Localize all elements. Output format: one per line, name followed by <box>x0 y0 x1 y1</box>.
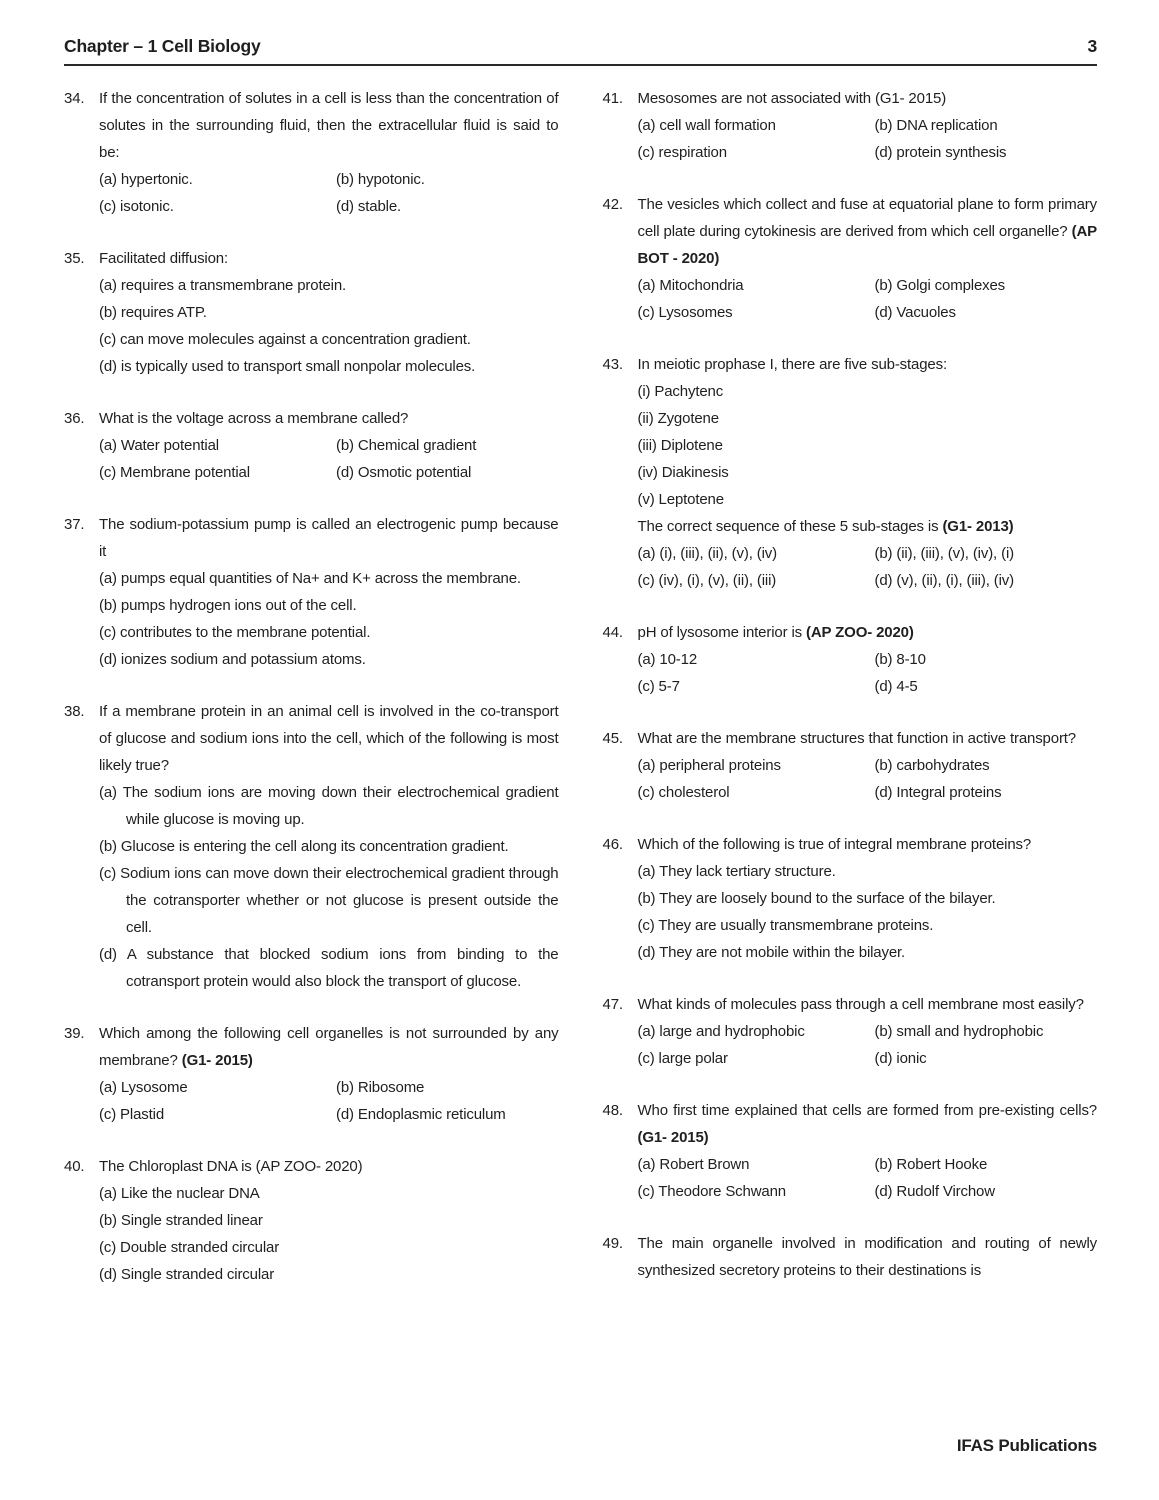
option: (c) Theodore Schwann <box>637 1183 786 1200</box>
publisher-name: IFAS Publications <box>956 1436 1097 1455</box>
question-columns <box>64 85 1097 1428</box>
question-text-main: If a membrane protein in an animal cell is involved in the co-transport of glucose and sodium ions into the cell, which of the following is most likely true? <box>99 703 559 774</box>
question-number: 40. <box>64 1158 85 1175</box>
options-list <box>638 272 1098 326</box>
sub-stage-item: (iii) Diplotene <box>637 437 723 454</box>
question-number: 48. <box>602 1102 623 1119</box>
question-44 <box>603 619 1098 700</box>
option: (c) contributes to the membrane potential. <box>99 624 371 641</box>
question-45 <box>603 725 1098 806</box>
question-number: 35. <box>64 250 85 267</box>
question-body <box>638 85 1098 166</box>
option: (d) ionizes sodium and potassium atoms. <box>99 651 366 668</box>
question-text <box>99 1153 559 1180</box>
question-number: 36. <box>64 410 85 427</box>
option: (c) Sodium ions can move down their electrochemical gradient through the cotransporter whether or not glucose is present outside the cell. <box>99 865 559 936</box>
sub-stage-item: (iv) Diakinesis <box>637 464 729 481</box>
options-list <box>638 1151 1098 1205</box>
option: (b) Golgi complexes <box>874 277 1006 294</box>
question-35 <box>64 245 559 380</box>
question-text <box>99 1020 559 1074</box>
options-list <box>99 272 559 380</box>
question-42 <box>603 191 1098 326</box>
question-text <box>638 1097 1098 1151</box>
chapter-title: Chapter – 1 Cell Biology <box>64 36 261 56</box>
option: (d) Single stranded circular <box>99 1266 275 1283</box>
question-39 <box>64 1020 559 1128</box>
option: (c) 5-7 <box>637 678 680 695</box>
question-number: 47. <box>602 996 623 1013</box>
option: (d) is typically used to transport small nonpolar molecules. <box>99 358 476 375</box>
options-list <box>638 646 1098 700</box>
option: (c) respiration <box>637 144 727 161</box>
question-text-main: In meiotic prophase I, there are five sub-stages: <box>637 356 947 373</box>
question-text <box>638 351 1098 378</box>
question-text <box>99 405 559 432</box>
question-text <box>99 698 559 779</box>
option: (b) carbohydrates <box>874 757 990 774</box>
sub-stage-item: (v) Leptotene <box>637 491 724 508</box>
option: (a) Lysosome <box>99 1079 188 1096</box>
exam-tag: (AP ZOO- 2020) <box>806 624 914 641</box>
option: (b) Chemical gradient <box>336 437 477 454</box>
question-text <box>638 619 1098 646</box>
question-body <box>638 619 1098 700</box>
option: (a) peripheral proteins <box>637 757 781 774</box>
options-list <box>638 112 1098 166</box>
question-text-main: What kinds of molecules pass through a cell membrane most easily? <box>637 996 1084 1013</box>
options-list <box>99 1074 559 1128</box>
option: (c) Lysosomes <box>637 304 733 321</box>
options-list <box>99 779 559 995</box>
option: (d) Endoplasmic reticulum <box>336 1106 506 1123</box>
question-number: 41. <box>602 90 623 107</box>
options-list <box>99 1180 559 1288</box>
question-34 <box>64 85 559 220</box>
question-text-main: If the concentration of solutes in a cell is less than the concentration of solutes in the surrounding fluid, then the extracellular fluid is said to be: <box>99 90 559 161</box>
option: (a) (i), (iii), (ii), (v), (iv) <box>637 545 777 562</box>
option: (c) Membrane potential <box>99 464 250 481</box>
option: (d) They are not mobile within the bilayer. <box>637 944 906 961</box>
question-text <box>638 85 1098 112</box>
question-body <box>638 991 1098 1072</box>
question-36 <box>64 405 559 486</box>
question-body <box>99 1020 559 1128</box>
option: (c) Plastid <box>99 1106 165 1123</box>
question-49 <box>603 1230 1098 1284</box>
option: (c) isotonic. <box>99 198 174 215</box>
options-list <box>638 752 1098 806</box>
option: (d) Rudolf Virchow <box>874 1183 995 1200</box>
question-48 <box>603 1097 1098 1205</box>
option: (d) Osmotic potential <box>336 464 472 481</box>
question-number: 49. <box>602 1235 623 1252</box>
question-body <box>638 191 1098 326</box>
question-number: 44. <box>602 624 623 641</box>
question-text-main: The vesicles which collect and fuse at equatorial plane to form primary cell plate during cytokinesis are derived from which cell organelle? <box>637 196 1097 240</box>
options-list <box>638 540 1098 594</box>
column-right <box>603 85 1098 1309</box>
exam-tag: (G1- 2013) <box>942 518 1014 535</box>
exam-tag: (G1- 2015) <box>637 1129 709 1146</box>
options-list <box>638 858 1098 966</box>
question-text-main: Mesosomes are not associated with (G1- 2015) <box>637 90 947 107</box>
option: (d) ionic <box>874 1050 927 1067</box>
option: (a) large and hydrophobic <box>637 1023 805 1040</box>
question-body <box>99 405 559 486</box>
option: (b) pumps hydrogen ions out of the cell. <box>99 597 357 614</box>
sub-stage-item: (i) Pachytenc <box>637 383 724 400</box>
page-number: 3 <box>1087 36 1097 56</box>
question-text <box>638 191 1098 272</box>
question-body <box>99 1153 559 1288</box>
option: (a) Water potential <box>99 437 219 454</box>
option: (b) DNA replication <box>874 117 998 134</box>
question-text-main: What is the voltage across a membrane called? <box>99 410 409 427</box>
option: (b) small and hydrophobic <box>874 1023 1044 1040</box>
option: (a) They lack tertiary structure. <box>637 863 836 880</box>
options-list <box>99 166 559 220</box>
question-body <box>638 1097 1098 1205</box>
question-text-main: Which of the following is true of integral membrane proteins? <box>637 836 1032 853</box>
question-43 <box>603 351 1098 594</box>
question-text <box>638 725 1098 752</box>
question-text-main: Who first time explained that cells are formed from pre-existing cells? <box>637 1102 1097 1119</box>
question-text <box>99 511 559 565</box>
option: (d) Integral proteins <box>874 784 1002 801</box>
question-body <box>638 725 1098 806</box>
question-46 <box>603 831 1098 966</box>
question-body <box>638 351 1098 594</box>
option: (c) cholesterol <box>637 784 730 801</box>
question-47 <box>603 991 1098 1072</box>
question-number: 34. <box>64 90 85 107</box>
option: (b) Glucose is entering the cell along its concentration gradient. <box>99 838 509 855</box>
question-body <box>638 1230 1098 1284</box>
option: (a) cell wall formation <box>637 117 776 134</box>
question-text <box>638 831 1098 858</box>
question-post-text-main: The correct sequence of these 5 sub-stages is <box>637 518 939 535</box>
option: (b) Ribosome <box>336 1079 425 1096</box>
option: (b) (ii), (iii), (v), (iv), (i) <box>874 545 1014 562</box>
page-footer <box>64 1428 1097 1456</box>
question-text-main: What are the membrane structures that function in active transport? <box>637 730 1077 747</box>
option: (a) hypertonic. <box>99 171 193 188</box>
question-text <box>638 1230 1098 1284</box>
option: (b) Single stranded linear <box>99 1212 263 1229</box>
question-text-main: Which among the following cell organelles is not surrounded by any membrane? <box>99 1025 559 1069</box>
question-number: 39. <box>64 1025 85 1042</box>
option: (c) large polar <box>637 1050 728 1067</box>
question-40 <box>64 1153 559 1288</box>
option: (c) can move molecules against a concentration gradient. <box>99 331 471 348</box>
sub-stage-item: (ii) Zygotene <box>637 410 719 427</box>
question-text-main: The main organelle involved in modification and routing of newly synthesized secretory proteins to their destinations is <box>637 1235 1097 1279</box>
option: (b) Robert Hooke <box>874 1156 988 1173</box>
option: (a) Robert Brown <box>637 1156 750 1173</box>
option: (d) (v), (ii), (i), (iii), (iv) <box>874 572 1014 589</box>
question-text <box>638 991 1098 1018</box>
options-list <box>99 432 559 486</box>
question-number: 42. <box>602 196 623 213</box>
question-body <box>638 831 1098 966</box>
option: (d) stable. <box>336 198 402 215</box>
option: (b) hypotonic. <box>336 171 425 188</box>
exam-tag: (G1- 2015) <box>181 1052 253 1069</box>
option: (a) The sodium ions are moving down their electrochemical gradient while glucose is moving up. <box>99 784 559 828</box>
question-38 <box>64 698 559 995</box>
option: (a) requires a transmembrane protein. <box>99 277 347 294</box>
question-number: 43. <box>602 356 623 373</box>
question-text-main: The sodium-potassium pump is called an electrogenic pump because it <box>99 516 559 560</box>
option: (b) requires ATP. <box>99 304 207 321</box>
exam-tag: (AP BOT - 2020) <box>637 223 1097 267</box>
page-header <box>64 36 1097 66</box>
question-number: 45. <box>602 730 623 747</box>
question-37 <box>64 511 559 673</box>
question-body <box>99 85 559 220</box>
option: (a) pumps equal quantities of Na+ and K+ across the membrane. <box>99 570 521 587</box>
option: (d) protein synthesis <box>874 144 1007 161</box>
question-body <box>99 245 559 380</box>
option: (b) They are loosely bound to the surface of the bilayer. <box>637 890 996 907</box>
option: (d) 4-5 <box>874 678 918 695</box>
option: (c) (iv), (i), (v), (ii), (iii) <box>637 572 777 589</box>
question-text <box>99 85 559 166</box>
question-text-main: Facilitated diffusion: <box>99 250 228 267</box>
options-list <box>638 1018 1098 1072</box>
question-body <box>99 511 559 673</box>
column-left <box>64 85 559 1313</box>
question-text <box>99 245 559 272</box>
question-text-main: The Chloroplast DNA is (AP ZOO- 2020) <box>99 1158 363 1175</box>
question-number: 38. <box>64 703 85 720</box>
option: (d) Vacuoles <box>874 304 956 321</box>
option: (a) Mitochondria <box>637 277 744 294</box>
question-41 <box>603 85 1098 166</box>
question-body <box>99 698 559 995</box>
question-post-text <box>638 513 1098 540</box>
option: (a) Like the nuclear DNA <box>99 1185 260 1202</box>
option: (d) A substance that blocked sodium ions from binding to the cotransport protein would also block the transport of glucose. <box>99 946 559 990</box>
question-number: 37. <box>64 516 85 533</box>
option: (a) 10-12 <box>637 651 698 668</box>
option: (b) 8-10 <box>874 651 926 668</box>
question-number: 46. <box>602 836 623 853</box>
option: (c) They are usually transmembrane proteins. <box>637 917 934 934</box>
options-list <box>99 565 559 673</box>
option: (c) Double stranded circular <box>99 1239 280 1256</box>
question-text-main: pH of lysosome interior is <box>637 624 802 641</box>
